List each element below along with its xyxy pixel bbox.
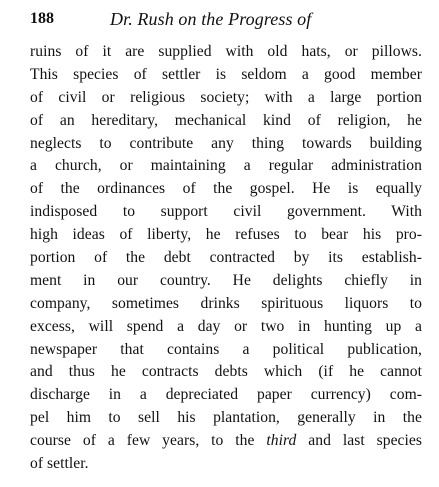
final-line-before: course of a few years, to the xyxy=(30,432,267,450)
running-head: Dr. Rush on the Progress of xyxy=(110,9,312,29)
text-line: portion of the debt contracted by its establish- xyxy=(30,249,422,267)
text-line: indisposed to support civil government. With xyxy=(30,203,422,221)
text-line: of civil or religious society; with a large portion xyxy=(30,88,422,106)
text-line-with-italic xyxy=(30,430,422,453)
text-line: ruins of it are supplied with old hats, or pillows. xyxy=(30,43,422,60)
italic-word: third xyxy=(266,432,297,450)
page-header xyxy=(30,6,428,32)
closing-line: of settler. xyxy=(30,455,89,473)
text-line: of the ordinances of the gospel. He is equally xyxy=(30,180,422,198)
text-line: and thus he contracts debts which (if he cannot xyxy=(30,363,422,381)
text-line: a church, or maintaining a regular administration xyxy=(30,157,422,175)
text-line: This species of settler is seldom a good member xyxy=(30,65,422,83)
text-line: of an hereditary, mechanical kind of religion, he xyxy=(30,111,422,129)
text-line: high ideas of liberty, he refuses to bear his pro- xyxy=(30,226,422,244)
text-line: pel him to sell his plantation, generally in the xyxy=(30,409,422,427)
text-line: company, sometimes drinks spirituous liquors to xyxy=(30,294,422,312)
text-line: newspaper that contains a political publication, xyxy=(30,340,422,358)
text-line: discharge in a depreciated paper currency) com- xyxy=(30,386,422,404)
page-number: 188 xyxy=(30,10,54,27)
text-line: neglects to contribute any thing towards building xyxy=(30,134,422,152)
text-line: ment in our country. He delights chiefly in xyxy=(30,271,422,289)
final-line-after: and last species xyxy=(296,432,422,450)
body-text xyxy=(30,41,422,476)
text-line: excess, will spend a day or two in hunting up a xyxy=(30,317,422,335)
